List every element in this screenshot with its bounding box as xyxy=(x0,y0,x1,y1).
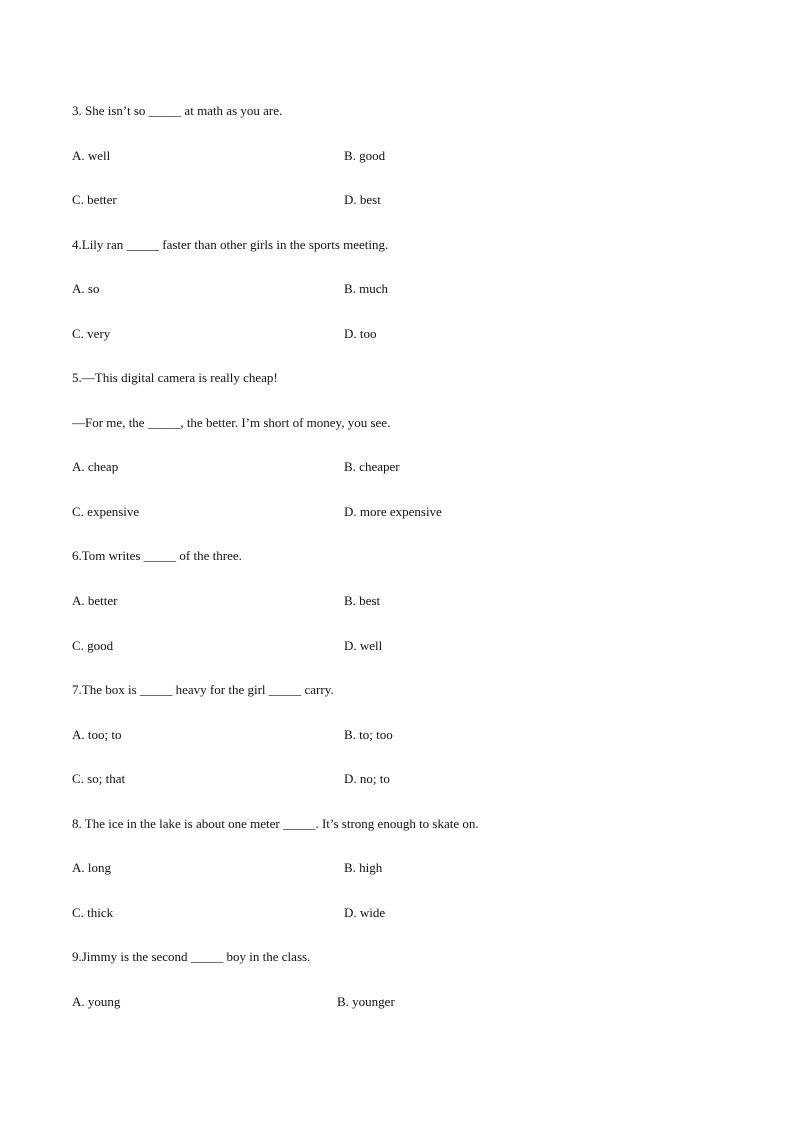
question-8-option-d: D. wide xyxy=(344,905,386,920)
question-6-option-c: C. good xyxy=(72,638,114,653)
question-5-option-b: B. cheaper xyxy=(344,459,400,474)
question-6-option-d: D. well xyxy=(344,638,383,653)
question-5-stem: 5.—This digital camera is really cheap! xyxy=(72,370,278,385)
question-7-option-a: A. too; to xyxy=(72,727,122,742)
question-4-option-b: B. much xyxy=(344,281,389,296)
question-7-stem: 7.The box is _____ heavy for the girl _____ carry. xyxy=(72,682,334,697)
question-8-option-b: B. high xyxy=(344,860,383,875)
question-8-option-a: A. long xyxy=(72,860,111,875)
question-4-option-c: C. very xyxy=(72,326,111,341)
question-7-option-d: D. no; to xyxy=(344,771,390,786)
question-4-option-a: A. so xyxy=(72,281,100,296)
question-5-option-c: C. expensive xyxy=(72,504,140,519)
question-8-option-c: C. thick xyxy=(72,905,114,920)
question-4-stem: 4.Lily ran _____ faster than other girls in the sports meeting. xyxy=(72,237,389,252)
question-3-stem: 3. She isn’t so _____ at math as you are. xyxy=(72,103,283,118)
question-7-option-b: B. to; too xyxy=(344,727,393,742)
question-5-option-a: A. cheap xyxy=(72,459,119,474)
question-5-option-d: D. more expensive xyxy=(344,504,442,519)
question-4-option-d: D. too xyxy=(344,326,377,341)
question-7-option-c: C. so; that xyxy=(72,771,126,786)
question-9-option-a: A. young xyxy=(72,994,121,1009)
question-5-stem-reply: —For me, the _____, the better. I’m short of money, you see. xyxy=(72,415,391,430)
question-3-option-d: D. best xyxy=(344,192,381,207)
question-3-option-a: A. well xyxy=(72,148,111,163)
question-3-option-b: B. good xyxy=(344,148,386,163)
question-3-option-c: C. better xyxy=(72,192,117,207)
question-9-option-b: B. younger xyxy=(337,994,395,1009)
question-9-stem: 9.Jimmy is the second _____ boy in the class. xyxy=(72,949,311,964)
question-8-stem: 8. The ice in the lake is about one meter _____. It’s strong enough to skate on. xyxy=(72,816,479,831)
question-6-option-b: B. best xyxy=(344,593,381,608)
question-6-stem: 6.Tom writes _____ of the three. xyxy=(72,548,242,563)
question-6-option-a: A. better xyxy=(72,593,118,608)
